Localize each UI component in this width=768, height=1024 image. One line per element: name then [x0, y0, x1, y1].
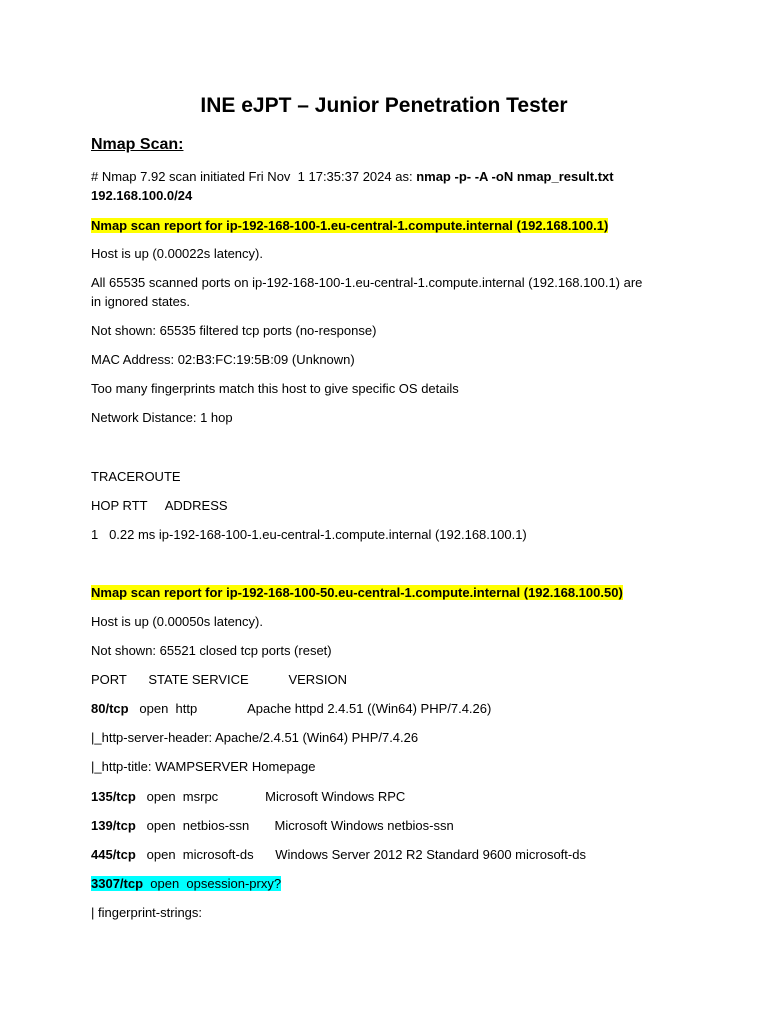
host2-not-shown: Not shown: 65521 closed tcp ports (reset)	[91, 643, 332, 658]
host2-up: Host is up (0.00050s latency).	[91, 614, 263, 629]
port-row	[91, 699, 491, 718]
port-row-highlighted	[91, 874, 281, 893]
port-header: PORT STATE SERVICE VERSION	[91, 672, 347, 687]
highlighted-port	[91, 876, 281, 891]
host1-fingerprints: Too many fingerprints match this host to give specific OS details	[91, 381, 459, 396]
host1-all-ports: All 65535 scanned ports on ip-192-168-100-1.eu-central-1.compute.internal (192.168.100.1) are in ignored states.	[91, 275, 643, 309]
port-details: open msrpc Microsoft Windows RPC	[135, 789, 406, 804]
port-details: open microsoft-ds Windows Server 2012 R2 Standard 9600 microsoft-ds	[135, 847, 586, 862]
port-number: 445/tcp	[91, 847, 136, 862]
scan-target: 192.168.100.0/24	[91, 188, 193, 203]
scan-command-line	[91, 167, 614, 186]
port-row	[91, 816, 454, 835]
port-number: 135/tcp	[91, 789, 136, 804]
page-title: INE eJPT – Junior Penetration Tester	[200, 94, 568, 117]
hop-header: HOP RTT ADDRESS	[91, 498, 228, 513]
port-details: open opsession-prxy?	[143, 876, 282, 891]
hop-row: 1 0.22 ms ip-192-168-100-1.eu-central-1.compute.internal (192.168.100.1)	[91, 527, 527, 542]
section-heading: Nmap Scan:	[91, 136, 184, 153]
host1-distance: Network Distance: 1 hop	[91, 410, 233, 425]
port-number: 3307/tcp	[91, 876, 144, 891]
scan-cmd: nmap -p- -A -oN nmap_result.txt	[416, 169, 614, 184]
http-server-header: |_http-server-header: Apache/2.4.51 (Win64) PHP/7.4.26	[91, 730, 419, 745]
port-row	[91, 845, 586, 864]
host2-report: Nmap scan report for ip-192-168-100-50.eu-central-1.compute.internal (192.168.100.50)	[91, 585, 623, 600]
host2-report-line	[91, 583, 623, 602]
http-title: |_http-title: WAMPSERVER Homepage	[91, 759, 316, 774]
host1-report: Nmap scan report for ip-192-168-100-1.eu-central-1.compute.internal (192.168.100.1)	[91, 218, 609, 233]
traceroute-label: TRACEROUTE	[91, 469, 181, 484]
host1-mac: MAC Address: 02:B3:FC:19:5B:09 (Unknown)	[91, 352, 355, 367]
host1-up: Host is up (0.00022s latency).	[91, 246, 263, 261]
port-details: open http Apache httpd 2.4.51 ((Win64) PHP/7.4.26)	[128, 701, 492, 716]
scan-prefix: # Nmap 7.92 scan initiated Fri Nov 1 17:35:37 2024 as:	[91, 169, 417, 184]
fingerprint-strings: | fingerprint-strings:	[91, 905, 203, 920]
port-number: 139/tcp	[91, 818, 136, 833]
port-number: 80/tcp	[91, 701, 129, 716]
port-row	[91, 787, 405, 806]
host1-not-shown: Not shown: 65535 filtered tcp ports (no-response)	[91, 323, 377, 338]
host1-report-line	[91, 216, 608, 235]
port-details: open netbios-ssn Microsoft Windows netbios-ssn	[135, 818, 454, 833]
